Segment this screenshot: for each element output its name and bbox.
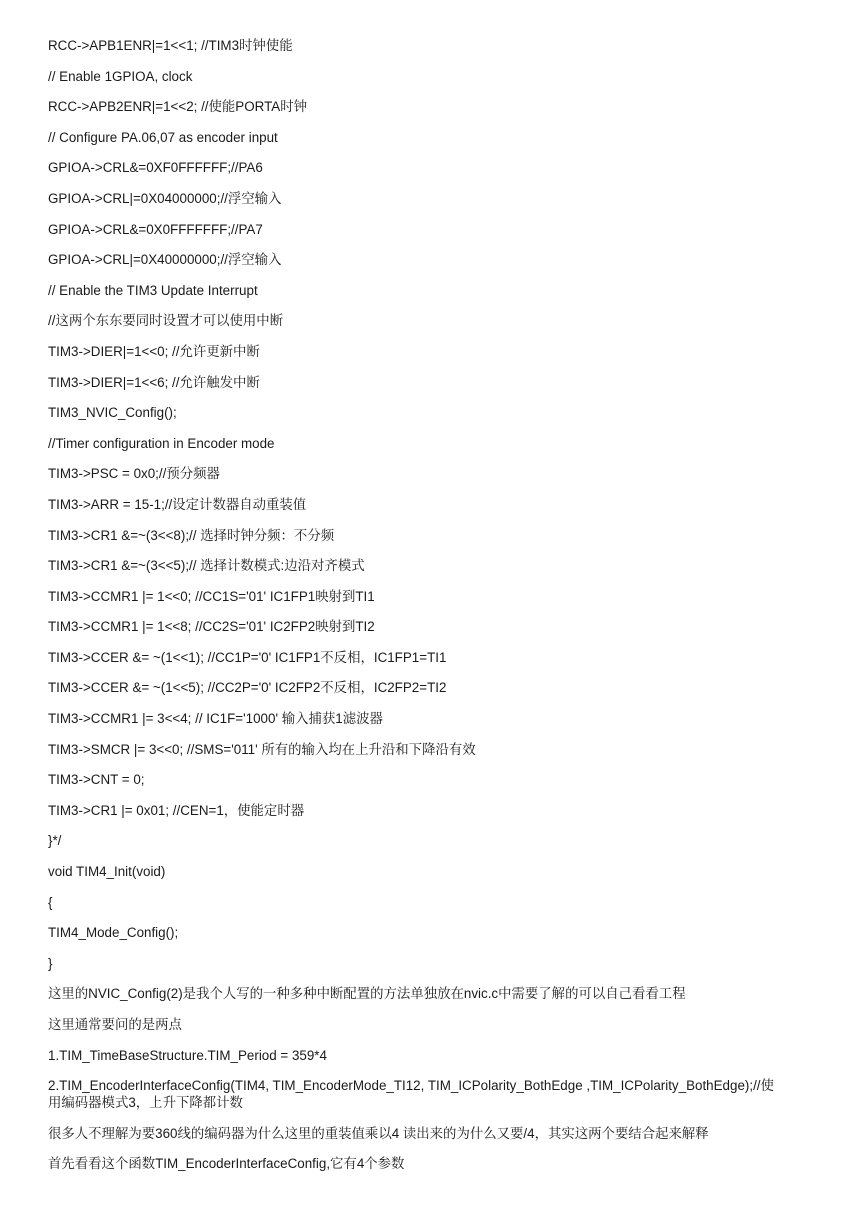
paragraph: 这里的NVIC_Config(2)是我个人写的一种多种中断配置的方法单独放在nvic.c中需要了解的可以自己看看工程 xyxy=(48,986,686,1002)
code-line: TIM3->CCMR1 |= 1<<0; //CC1S='01' IC1FP1映射到TI1 xyxy=(48,588,375,604)
code-line: //Timer configuration in Encoder mode xyxy=(48,435,275,451)
code-line: TIM3->CCMR1 |= 3<<4; // IC1F='1000' 输入捕获1滤波器 xyxy=(48,711,383,727)
paragraph: 很多人不理解为要360线的编码器为什么这里的重装值乘以4 读出来的为什么又要/4，其实这两个要结合起来解释 xyxy=(48,1125,709,1141)
paragraph: 这里通常要问的是两点 xyxy=(48,1017,182,1032)
code-line: TIM3->CNT = 0; xyxy=(48,772,145,788)
code-line: GPIOA->CRL&=0X0FFFFFFF;//PA7 xyxy=(48,221,263,237)
code-line: TIM3->CR1 |= 0x01; //CEN=1，使能定时器 xyxy=(48,802,305,818)
code-line: GPIOA->CRL&=0XF0FFFFFF;//PA6 xyxy=(48,160,263,176)
code-line: TIM3->CCMR1 |= 1<<8; //CC2S='01' IC2FP2映射到TI2 xyxy=(48,619,375,635)
code-line: TIM3->PSC = 0x0;//预分频器 xyxy=(48,466,220,482)
code-line: //这两个东东要同时设置才可以使用中断 xyxy=(48,313,284,329)
code-line: void TIM4_Init(void) xyxy=(48,864,166,880)
wrapped-line-2: 用编码器模式3，上升下降都计数 xyxy=(48,1095,243,1111)
code-line: TIM3_NVIC_Config(); xyxy=(48,405,177,421)
code-line: } xyxy=(48,955,53,971)
code-line: TIM3->ARR = 15-1;//设定计数器自动重装值 xyxy=(48,496,307,512)
code-line: TIM3->CR1 &=~(3<<5);// 选择计数模式:边沿对齐模式 xyxy=(48,558,365,574)
code-line: TIM3->CCER &= ~(1<<5); //CC2P='0' IC2FP2不反相，IC2FP2=TI2 xyxy=(48,680,447,696)
code-line: GPIOA->CRL|=0X40000000;//浮空输入 xyxy=(48,252,282,268)
code-line: TIM3->CCER &= ~(1<<1); //CC1P='0' IC1FP1不反相，IC1FP1=TI1 xyxy=(48,649,447,665)
code-line: // Configure PA.06,07 as encoder input xyxy=(48,129,278,145)
code-line: TIM3->DIER|=1<<6; //允许触发中断 xyxy=(48,374,260,390)
code-line: TIM3->DIER|=1<<0; //允许更新中断 xyxy=(48,343,260,359)
paragraph: 首先看看这个函数TIM_EncoderInterfaceConfig,它有4个参数 xyxy=(48,1156,405,1172)
wrapped-paragraph xyxy=(48,1077,813,1111)
code-line: // Enable 1GPIOA, clock xyxy=(48,68,193,84)
paragraph: 1.TIM_TimeBaseStructure.TIM_Period = 359*4 xyxy=(48,1047,327,1063)
code-line: TIM4_Mode_Config(); xyxy=(48,925,179,941)
code-line: // Enable the TIM3 Update Interrupt xyxy=(48,282,258,298)
code-line: TIM3->SMCR |= 3<<0; //SMS='011' 所有的输入均在上升沿和下降沿有效 xyxy=(48,741,476,757)
document-page xyxy=(48,37,818,1172)
code-line: RCC->APB1ENR|=1<<1; //TIM3时钟使能 xyxy=(48,38,293,53)
code-line: GPIOA->CRL|=0X04000000;//浮空输入 xyxy=(48,190,282,206)
code-line: RCC->APB2ENR|=1<<2; //使能PORTA时钟 xyxy=(48,99,307,115)
wrapped-line-1: 2.TIM_EncoderInterfaceConfig(TIM4, TIM_EncoderMode_TI12, TIM_ICPolarity_BothEdge ,TIM_ICPolarity_BothEdge);//使 xyxy=(48,1078,774,1094)
code-line: TIM3->CR1 &=~(3<<8);// 选择时钟分频：不分频 xyxy=(48,527,335,543)
code-line: { xyxy=(48,894,53,910)
code-line: }*/ xyxy=(48,833,62,849)
